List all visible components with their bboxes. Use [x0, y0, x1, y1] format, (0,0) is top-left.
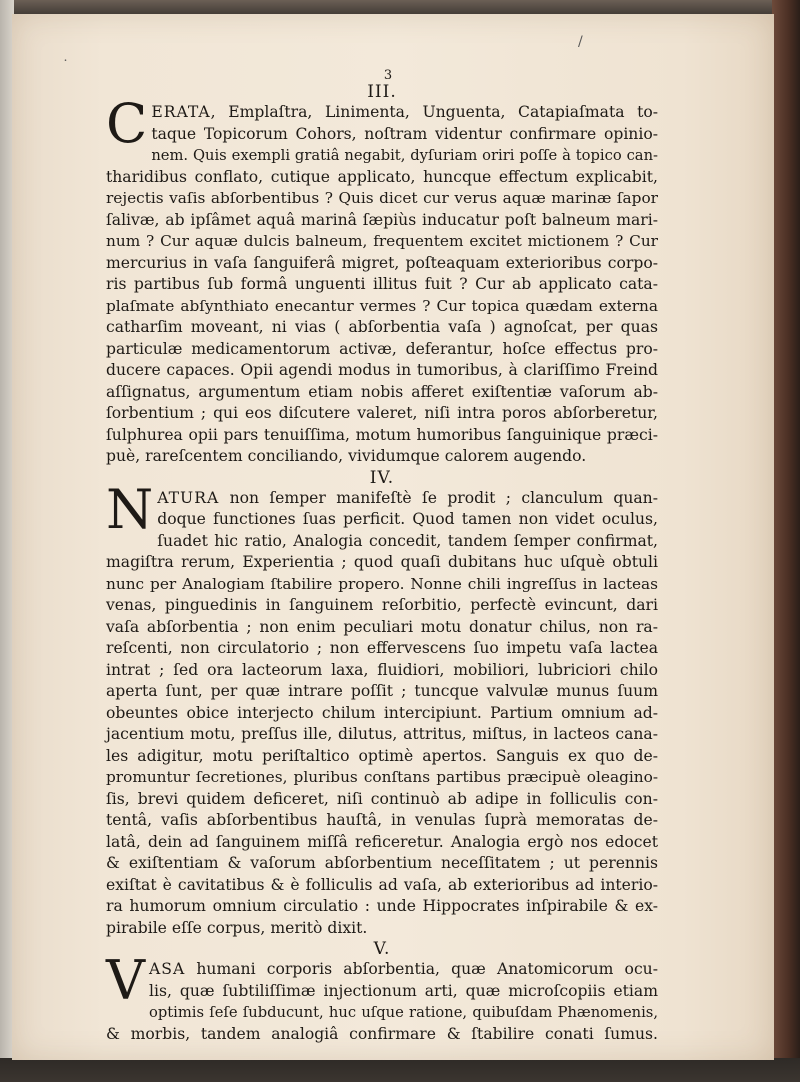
text-line: nunc per Analogiam ſtabilire propero. Nonne chili ingreſſus in lacteas — [106, 574, 658, 593]
text-line: ra humorum omnium circulatio : unde Hippocrates inſpirabile & ex- — [106, 897, 658, 915]
book-cover-edge — [772, 0, 800, 1082]
text-line: ſuadet hic ratio, Analogia concedit, tandem ſemper confirmat, — [157, 531, 658, 550]
text-line: latâ, dein ad ſanguinem miſſâ reficeretur. Analogia ergò nos edocet — [106, 832, 658, 851]
text-line: puè, rareſcentem conciliando, vividumque calorem augendo. — [106, 447, 587, 465]
text-line: plaſmate abſynthiato enecantur vermes ? Cur topica quædam externa — [106, 296, 658, 315]
stray-ink-mark: / — [578, 34, 583, 50]
paragraph-v — [106, 949, 658, 1045]
section-heading-iii: III. — [367, 82, 397, 102]
book-bottom-edge — [0, 1058, 800, 1082]
text-line: ſorbentium ; qui eos diſcutere valeret, niſi intra poros abſorberetur, — [106, 404, 658, 422]
text-line: tentâ, vaſis abſorbentibus hauſtâ, in venulas ſuprà memoratas de- — [106, 811, 658, 829]
text-line: les adigitur, motu periſtaltico optimè apertos. Sanguis ex quo de- — [106, 746, 658, 765]
text-line: rejectis vaſis abſorbentibus ? Quis dicet cur verus aquæ marinæ ſapor — [106, 189, 658, 207]
text-line: aſſignatus, argumentum etiam nobis afferet exiſtentiæ vaſorum ab- — [106, 382, 658, 401]
text-line-content: humani corporis abſorbentia, quæ Anatomicorum ocu- — [185, 960, 658, 978]
text-line: ris partibus ſub formâ unguenti illitus fuit ? Cur ab applicato cata- — [106, 275, 658, 293]
text-line: aperta ſunt, per quæ intrare poſſit ; tuncque valvulæ munus ſuum — [106, 682, 658, 700]
text-line: ſis, brevi quidem deficeret, niſi continuò ab adipe in folliculis con- — [106, 789, 658, 808]
text-line — [106, 102, 658, 124]
page-text — [106, 70, 658, 1045]
text-line: & morbis, tandem analogiâ confirmare & ſtabilire conati ſumus. — [106, 1024, 658, 1043]
initial-word: ASA — [149, 960, 186, 978]
stray-ink-mark: ˙ — [62, 58, 69, 74]
text-line — [106, 959, 658, 981]
text-line: catharſim moveant, ni vias ( abſorbentia vaſa ) agnoſcat, per quas — [106, 318, 658, 336]
text-line: magiſtra rerum, Experientia ; quod quaſi dubitans huc uſquè obtuli — [106, 553, 658, 571]
text-line: jacentium motu, preſſus ille, dilutus, attritus, miſtus, in lacteos cana- — [106, 725, 658, 743]
drop-cap-initial: C — [106, 92, 148, 155]
text-line: ſulphurea opii pars tenuiſſima, motum humoribus ſanguinique præci- — [106, 425, 658, 444]
page-number: 3 — [383, 68, 393, 83]
text-line: mercurius in vaſa ſanguiferâ migret, poſteaquam exterioribus corpo- — [106, 253, 658, 272]
drop-cap-initial: N — [106, 477, 154, 541]
text-line: promuntur ſecretiones, pluribus conſtans partibus præcipuè oleagino- — [106, 768, 658, 786]
text-line: particulæ medicamentorum activæ, deferantur, hoſce effectus pro- — [106, 339, 658, 358]
text-line: optimis ſeſe ſubducunt, huc uſque ratione, quibuſdam Phænomenis, — [149, 1004, 658, 1021]
text-line: venas, pinguedinis in ſanguinem reſorbitio, perfectè evincunt, dari — [106, 596, 658, 614]
text-line: exiſtat è cavitatibus & è folliculis ad vaſa, ab exterioribus ad interio- — [106, 875, 658, 894]
text-line: intrat ; ſed ora lacteorum laxa, fluidiori, mobiliori, lubriciori chilo — [106, 660, 658, 679]
text-line: nem. Quis exempli gratiâ negabit, dyſuriam oriri poſſe à topico can- — [151, 147, 658, 164]
section-heading-v: V. — [373, 939, 391, 959]
initial-word: ATURA — [157, 488, 220, 507]
text-line: pirabile eſſe corpus, meritò dixit. — [106, 918, 368, 937]
text-line: & exiſtentiam & vaſorum abſorbentium neceſſitatem ; ut perennis — [106, 854, 658, 872]
text-line: doque functiones ſuas perficit. Quod tamen non videt oculus, — [157, 510, 658, 528]
text-line-content: non ſemper manifeſtè ſe prodit ; clanculum quan- — [219, 488, 658, 507]
paragraph-iv — [106, 477, 658, 940]
text-line: ſalivæ, ab ipſâmet aquâ marinâ ſæpiùs inducatur poſt balneum mari- — [106, 210, 658, 229]
text-line: ducere capaces. Opii agendi modus in tumoribus, à clariſſimo Freind — [106, 361, 658, 379]
text-line: reſcenti, non circulatorio ; non effervescens ſuo impetu vaſa lactea — [106, 639, 658, 657]
text-line: tharidibus conflato, cutique applicato, huncque effectum explicabit, — [106, 167, 658, 186]
section-heading-iv: IV. — [369, 467, 395, 488]
text-line — [106, 488, 658, 510]
text-line-content: , Emplaſtra, Linimenta, Unguenta, Catapiaſmata to- — [210, 103, 658, 121]
initial-word: ERATA — [151, 103, 211, 121]
text-line: vaſa abſorbentia ; non enim peculiari motu donatur chilus, non ra- — [106, 617, 658, 636]
text-line: obeuntes obice interjecto chilum intercipiunt. Partium omnium ad- — [106, 703, 658, 722]
text-line: num ? Cur aquæ dulcis balneum, frequentem excitet mictionem ? Cur — [106, 232, 658, 250]
text-line: lis, quæ ſubtiliſſimæ injectionum arti, quæ microſcopiis etiam — [149, 981, 658, 1000]
text-line: taque Topicorum Cohors, noſtram videntur confirmare opinio- — [151, 124, 658, 143]
drop-cap-initial: V — [106, 949, 145, 1012]
